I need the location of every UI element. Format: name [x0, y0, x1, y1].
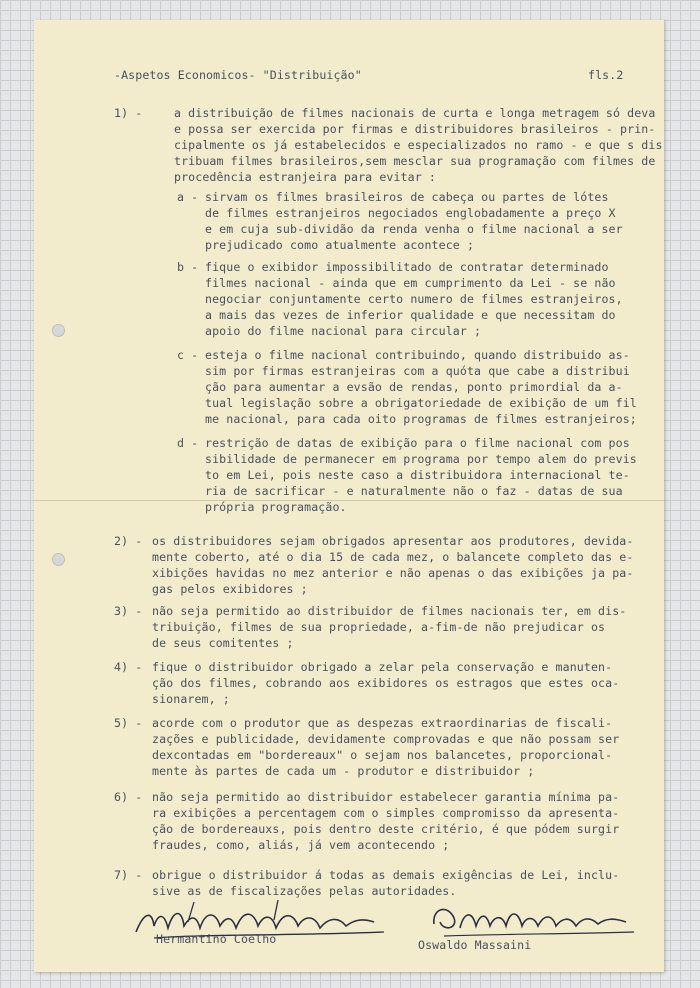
text-line: tribuição, filmes de sua propriedade, a-fim-de não prejudicar os — [152, 620, 606, 634]
item-number: 5) - — [114, 716, 143, 730]
item-number: 4) - — [114, 660, 143, 674]
text-line: a distribuição de filmes nacionais de curta e longa metragem só deva — [174, 106, 656, 120]
text-line: sive as de fiscalizações pelas autoridades. — [152, 884, 457, 898]
text-line: procedência estranjeira para evitar : — [174, 170, 436, 184]
item-number: 6) - — [114, 790, 143, 804]
text-line: acorde com o produtor que as despezas extraordinarias de fiscali- — [152, 716, 613, 730]
item-number: 2) - — [114, 534, 143, 548]
punch-hole-bottom — [52, 553, 65, 566]
text-line: apoio do filme nacional para circular ; — [205, 324, 482, 338]
text-line: mente às partes de cada um - produtor e distribuidor ; — [152, 764, 535, 778]
text-line: fique o exibidor impossibilitado de contratar determinado — [205, 260, 609, 274]
text-line: sionarem, ; — [152, 692, 230, 706]
text-line: própria programação. — [205, 500, 347, 514]
text-line: fraudes, como, aliás, já vem acontecendo ; — [152, 838, 450, 852]
text-line: sirvam os filmes brasileiros de cabeça ou partes de lótes — [205, 190, 609, 204]
text-line: ção para aumentar a evsão de rendas, ponto primordial da a- — [205, 380, 623, 394]
text-line: sibilidade de permanecer em programa por tempo alem do previs — [205, 452, 637, 466]
subitem-letter: a - — [177, 190, 199, 204]
text-line: cipalmente os já estabelecidos e especializados no ramo - e que s dis — [174, 138, 663, 152]
item-number: 1) - — [114, 106, 143, 120]
text-line: zações e publicidade, devidamente comprovadas e que não possam ser — [152, 732, 620, 746]
text-line: ção dos filmes, cobrando aos exibidores os estragos que estes oca- — [152, 676, 620, 690]
signature-name-right: Oswaldo Massaini — [418, 938, 532, 952]
text-line: fique o distribuidor obrigado a zelar pela conservação e manuten- — [152, 660, 613, 674]
punch-hole-top — [52, 324, 65, 337]
subitem-letter: c - — [177, 348, 199, 362]
signature-name-left: Hermantino Coelho — [156, 932, 277, 946]
text-line: to em Lei, pois neste caso a distribuidora internacional te- — [205, 468, 630, 482]
text-line: obrigue o distribuidor á todas as demais exigências de Lei, inclu- — [152, 868, 620, 882]
text-line: filmes nacional - ainda que em cumprimento da Lei - se não — [205, 276, 616, 290]
text-line: restrição de datas de exibição para o filme nacional com pos — [205, 436, 630, 450]
text-line: não seja permitido ao distribuidor estabelecer garantia mínima pa- — [152, 790, 620, 804]
text-line: negociar conjuntamente certo numero de filmes estranjeiros, — [205, 292, 623, 306]
subitem-letter: d - — [177, 436, 199, 450]
text-line: xibições havidas no mez anterior e não apenas o das exibições ja pa- — [152, 566, 634, 580]
document-title: -Aspetos Economicos- "Distribuição" — [114, 68, 362, 82]
text-line: mente coberto, até o dia 15 de cada mez, o balancete completo das e- — [152, 550, 634, 564]
text-line: ra exibições a percentagem com o simples compromisso da apresenta- — [152, 806, 620, 820]
item-number: 3) - — [114, 604, 143, 618]
text-line: esteja o filme nacional contribuindo, quando distribuido as- — [205, 348, 630, 362]
text-line: de filmes estranjeiros negociados englobadamente a preço X — [205, 206, 616, 220]
text-line: e possa ser exercida por firmas e distribuidores brasileiros - prin- — [174, 122, 656, 136]
subitem-letter: b - — [177, 260, 199, 274]
text-line: de seus comitentes ; — [152, 636, 294, 650]
item-number: 7) - — [114, 868, 143, 882]
fold-line — [34, 500, 664, 501]
text-line: ção de bordereauxs, pois dentro deste critério, é que pódem surgir — [152, 822, 620, 836]
text-line: tribuam filmes brasileiros,sem mesclar sua programação com filmes de — [174, 154, 656, 168]
text-line: a mais das vezes de inferior qualidade e que necessitam do — [205, 308, 616, 322]
text-line: gas pelos exibidores ; — [152, 582, 308, 596]
text-line: ria de sacrificar - e naturalmente não o faz - datas de sua — [205, 484, 623, 498]
document-page — [34, 20, 664, 972]
text-line: sim por firmas estranjeiras com a quóta que cabe a distribui — [205, 364, 630, 378]
text-line: dexcontadas em "bordereaux" o sejam nos balancetes, proporcional- — [152, 748, 613, 762]
text-line: prejudicado como atualmente acontece ; — [205, 238, 475, 252]
text-line: e em cuja sub-dividão da renda venha o filme nacional a ser — [205, 222, 623, 236]
text-line: não seja permitido ao distribuidor de filmes nacionais ter, em dis- — [152, 604, 627, 618]
text-line: tual legislação sobre a obrigatoriedade de exibição de um fil — [205, 396, 637, 410]
page-number: fls.2 — [588, 68, 624, 82]
text-line: os distribuidores sejam obrigados apresentar aos produtores, devida- — [152, 534, 634, 548]
text-line: me nacional, para cada oito programas de filmes estranjeiros; — [205, 412, 637, 426]
